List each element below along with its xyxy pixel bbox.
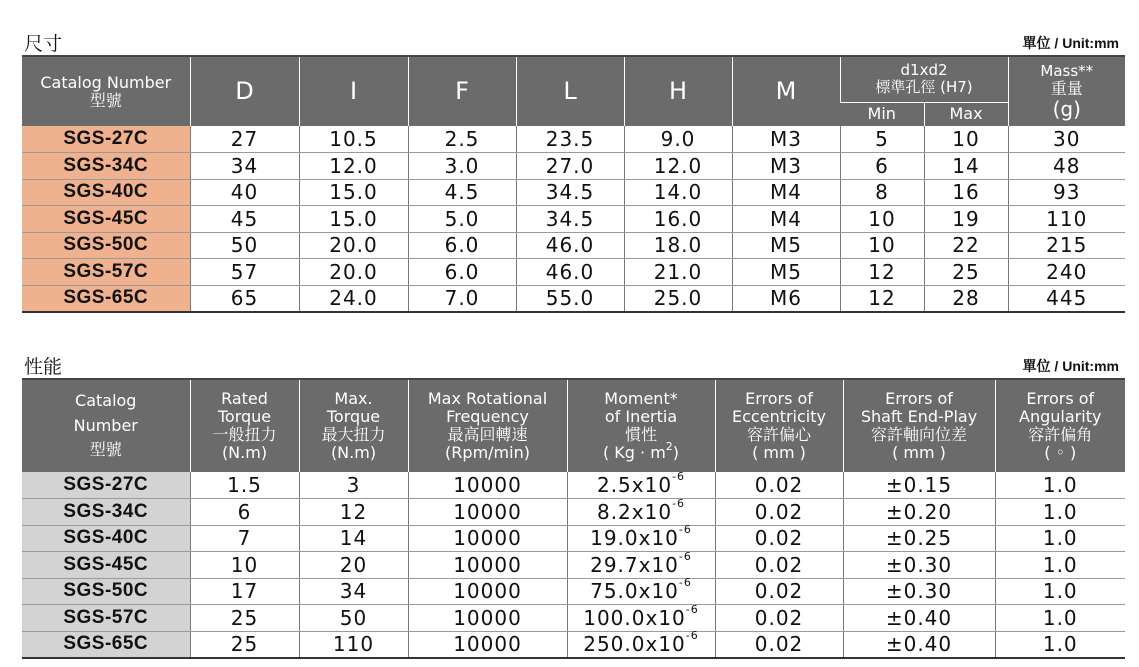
- cell-inertia: [567, 549, 715, 579]
- cell-mass: 93: [1008, 179, 1125, 206]
- cell-end: ±0.40: [843, 631, 995, 658]
- header-D: D: [190, 56, 299, 126]
- cell-rated: 7: [190, 525, 299, 552]
- cell-h: 21.0: [624, 259, 732, 286]
- cell-i: 20.0: [299, 232, 408, 259]
- cell-f: 2.5: [408, 126, 516, 153]
- header-eccentricity: [715, 379, 843, 472]
- rated-line3: 一般扭力: [212, 425, 277, 444]
- inertia-exponent: -6: [678, 523, 692, 537]
- inertia-mantissa: 75.0x10: [590, 579, 679, 604]
- header-I: I: [299, 56, 408, 126]
- cell-rated: 25: [190, 631, 299, 658]
- cell-end: ±0.25: [843, 525, 995, 552]
- cell-ang: 1.0: [995, 552, 1125, 579]
- table-row: [22, 605, 1125, 632]
- inertia-line1: Moment*: [604, 389, 678, 409]
- cell-i: 15.0: [299, 206, 408, 233]
- cell-f: 6.0: [408, 232, 516, 259]
- cell-rated: 17: [190, 578, 299, 605]
- dimensions-title: 尺寸: [24, 33, 63, 55]
- cell-d: 50: [190, 232, 299, 259]
- cell-d: 40: [190, 179, 299, 206]
- header-H: H: [624, 56, 732, 126]
- end-line4: ( mm ): [892, 442, 946, 462]
- cell-h: 25.0: [624, 285, 732, 312]
- catalog-number-cell: SGS-65C: [22, 285, 190, 312]
- cell-max: 14: [299, 525, 408, 552]
- cell-end: ±0.20: [843, 499, 995, 526]
- cell-end: ±0.30: [843, 552, 995, 579]
- cell-ang: 1.0: [995, 605, 1125, 632]
- max-torque-line2: Torque: [326, 407, 381, 427]
- cell-inertia: [567, 525, 715, 552]
- catalog-number-cell: SGS-50C: [22, 232, 190, 259]
- table-row: [22, 472, 1125, 499]
- inertia-unit-base: ( Kg · m: [602, 442, 666, 462]
- header-mass-en: Mass**: [1040, 61, 1094, 80]
- table-row: [22, 259, 1125, 286]
- cell-i: 15.0: [299, 179, 408, 206]
- inertia-exponent: -6: [678, 549, 692, 563]
- inertia-line3: 慣性: [624, 425, 657, 444]
- cell-mass: 240: [1008, 259, 1125, 286]
- cell-min: 10: [840, 206, 924, 233]
- table-row: [22, 525, 1125, 552]
- header-mass-unit: (g): [1052, 96, 1081, 121]
- cell-max: 12: [299, 499, 408, 526]
- end-line2: Shaft End-Play: [860, 407, 978, 427]
- cell-max: 110: [299, 631, 408, 658]
- table-row: [22, 285, 1125, 312]
- cell-ecc: 0.02: [715, 631, 843, 658]
- header-max: Max: [924, 102, 1008, 126]
- cell-mass: 48: [1008, 153, 1125, 180]
- dimensions-unit-label: 單位 / Unit:mm: [1022, 35, 1119, 51]
- catalog-number-cell: SGS-45C: [22, 552, 190, 579]
- inertia-exponent: -6: [678, 576, 692, 590]
- cell-i: 10.5: [299, 126, 408, 153]
- table-row: [22, 631, 1125, 658]
- table-row: [22, 153, 1125, 180]
- inertia-mantissa: 250.0x10: [583, 632, 686, 656]
- cell-max: 14: [924, 153, 1008, 180]
- header-angularity: [995, 379, 1125, 472]
- cell-h: 16.0: [624, 206, 732, 233]
- catalog-number-cell: SGS-27C: [22, 472, 190, 499]
- inertia-mantissa: 100.0x10: [583, 605, 686, 630]
- table-row: [22, 206, 1125, 233]
- table-row: [22, 552, 1125, 579]
- ecc-line2: Eccentricity: [732, 407, 826, 427]
- cell-l: 46.0: [516, 259, 624, 286]
- cell-m: M5: [732, 232, 840, 259]
- header-bore: [840, 56, 1008, 102]
- cell-ecc: 0.02: [715, 578, 843, 605]
- catalog-number-cell: SGS-40C: [22, 525, 190, 552]
- catalog-number-cell: SGS-57C: [22, 605, 190, 632]
- cell-m: M4: [732, 179, 840, 206]
- cell-m: M3: [732, 126, 840, 153]
- header-catalog-en: Catalog Number: [40, 72, 172, 92]
- cell-i: 20.0: [299, 259, 408, 286]
- header-max-torque: [299, 379, 408, 472]
- cell-freq: 10000: [408, 499, 567, 526]
- cell-h: 14.0: [624, 179, 732, 206]
- header-catalog-line1: Catalog: [75, 390, 137, 410]
- ecc-line3: 容許偏心: [746, 425, 811, 444]
- cell-max: 28: [924, 285, 1008, 312]
- inertia-exponent: -6: [672, 496, 686, 510]
- cell-mass: 445: [1008, 285, 1125, 312]
- table-row: [22, 126, 1125, 153]
- cell-ang: 1.0: [995, 525, 1125, 552]
- cell-max: 16: [924, 179, 1008, 206]
- cell-m: M6: [732, 285, 840, 312]
- end-line1: Errors of: [885, 389, 953, 409]
- cell-d: 45: [190, 206, 299, 233]
- cell-min: 8: [840, 179, 924, 206]
- ang-line3: 容許偏角: [1028, 425, 1093, 444]
- performance-table-body: [22, 472, 1125, 658]
- cell-inertia: [567, 496, 715, 526]
- cell-inertia: [567, 602, 715, 632]
- cell-l: 27.0: [516, 153, 624, 180]
- inertia-mantissa: 2.5x10: [596, 473, 673, 497]
- cell-freq: 10000: [408, 578, 567, 605]
- cell-mass: 30: [1008, 126, 1125, 153]
- cell-freq: 10000: [408, 605, 567, 632]
- cell-ang: 1.0: [995, 499, 1125, 526]
- cell-f: 6.0: [408, 259, 516, 286]
- performance-table: [22, 378, 1125, 659]
- cell-min: 5: [840, 126, 924, 153]
- cell-max: 22: [924, 232, 1008, 259]
- inertia-unit-exp: 2: [665, 439, 673, 453]
- cell-inertia: [567, 578, 715, 605]
- cell-m: M3: [732, 153, 840, 180]
- header-max-rotational-frequency: [408, 379, 567, 472]
- table-row: [22, 232, 1125, 259]
- header-M: M: [732, 56, 840, 126]
- catalog-number-cell: SGS-34C: [22, 499, 190, 526]
- cell-ecc: 0.02: [715, 605, 843, 632]
- cell-end: ±0.15: [843, 472, 995, 499]
- cell-ecc: 0.02: [715, 552, 843, 579]
- table-row: [22, 499, 1125, 526]
- cell-f: 3.0: [408, 153, 516, 180]
- cell-f: 4.5: [408, 179, 516, 206]
- cell-min: 10: [840, 232, 924, 259]
- freq-line4: (Rpm/min): [445, 442, 530, 462]
- freq-line1: Max Rotational: [427, 389, 548, 409]
- cell-d: 34: [190, 153, 299, 180]
- header-catalog-line2: Number: [73, 415, 138, 435]
- cell-h: 18.0: [624, 232, 732, 259]
- header-bore-en: d1xd2: [900, 61, 948, 80]
- cell-max: 3: [299, 472, 408, 499]
- dimensions-table: [22, 55, 1125, 313]
- cell-m: M5: [732, 259, 840, 286]
- freq-line3: 最高回轉速: [447, 425, 528, 444]
- catalog-number-cell: SGS-57C: [22, 259, 190, 286]
- cell-rated: 6: [190, 499, 299, 526]
- rated-line4: (N.m): [221, 442, 268, 462]
- header-catalog: [22, 379, 190, 472]
- cell-d: 57: [190, 259, 299, 286]
- ang-line1: Errors of: [1026, 389, 1095, 409]
- cell-i: 24.0: [299, 285, 408, 312]
- cell-l: 23.5: [516, 126, 624, 153]
- ecc-line1: Errors of: [745, 389, 813, 409]
- inertia-unit-close: ): [672, 442, 680, 462]
- inertia-line2: of Inertia: [604, 407, 678, 427]
- cell-rated: 1.5: [190, 472, 299, 499]
- cell-mass: 110: [1008, 206, 1125, 233]
- dimensions-table-body: [22, 126, 1125, 312]
- cell-f: 7.0: [408, 285, 516, 312]
- cell-max: 20: [299, 552, 408, 579]
- cell-end: ±0.40: [843, 605, 995, 632]
- header-catalog-zh: 型號: [89, 90, 122, 110]
- performance-title: 性能: [24, 356, 63, 378]
- ang-line2: Angularity: [1019, 407, 1102, 427]
- header-L: L: [516, 56, 624, 126]
- cell-ecc: 0.02: [715, 472, 843, 499]
- cell-d: 27: [190, 126, 299, 153]
- inertia-exponent: -6: [685, 602, 699, 616]
- cell-l: 34.5: [516, 206, 624, 233]
- cell-min: 12: [840, 259, 924, 286]
- cell-freq: 10000: [408, 631, 567, 658]
- cell-freq: 10000: [408, 552, 567, 579]
- catalog-number-cell: SGS-27C: [22, 126, 190, 153]
- cell-h: 9.0: [624, 126, 732, 153]
- cell-l: 34.5: [516, 179, 624, 206]
- cell-ang: 1.0: [995, 472, 1125, 499]
- header-shaft-end-play: [843, 379, 995, 472]
- cell-l: 46.0: [516, 232, 624, 259]
- cell-l: 55.0: [516, 285, 624, 312]
- freq-line2: Frequency: [446, 407, 529, 427]
- header-mass: [1008, 56, 1125, 126]
- cell-min: 12: [840, 285, 924, 312]
- cell-end: ±0.30: [843, 578, 995, 605]
- cell-min: 6: [840, 153, 924, 180]
- cell-freq: 10000: [408, 525, 567, 552]
- cell-d: 65: [190, 285, 299, 312]
- header-moment-of-inertia: [567, 379, 715, 472]
- max-torque-line3: 最大扭力: [321, 425, 386, 444]
- cell-inertia: [567, 631, 715, 658]
- cell-max: 34: [299, 578, 408, 605]
- catalog-number-cell: SGS-65C: [22, 631, 190, 658]
- inertia-mantissa: 19.0x10: [590, 526, 679, 551]
- max-torque-line1: Max.: [334, 389, 373, 409]
- header-mass-zh: 重量: [1050, 78, 1083, 98]
- cell-max: 10: [924, 126, 1008, 153]
- header-bore-zh: 標準孔徑 (H7): [875, 78, 973, 97]
- cell-ecc: 0.02: [715, 499, 843, 526]
- cell-ang: 1.0: [995, 631, 1125, 658]
- inertia-line4: [568, 439, 715, 462]
- cell-ang: 1.0: [995, 578, 1125, 605]
- performance-unit-label: 單位 / Unit:mm: [1022, 358, 1119, 374]
- catalog-number-cell: SGS-34C: [22, 153, 190, 180]
- catalog-number-cell: SGS-45C: [22, 206, 190, 233]
- ecc-line4: ( mm ): [752, 442, 806, 462]
- inertia-mantissa: 29.7x10: [590, 552, 679, 577]
- rated-line2: Torque: [217, 407, 272, 427]
- header-catalog-line3: 型號: [89, 440, 122, 460]
- cell-m: M4: [732, 206, 840, 233]
- cell-rated: 10: [190, 552, 299, 579]
- cell-rated: 25: [190, 605, 299, 632]
- inertia-exponent: -6: [685, 629, 699, 642]
- catalog-number-cell: SGS-40C: [22, 179, 190, 206]
- cell-freq: 10000: [408, 472, 567, 499]
- cell-max: 19: [924, 206, 1008, 233]
- inertia-mantissa: 8.2x10: [596, 499, 673, 524]
- end-line3: 容許軸向位差: [870, 425, 967, 444]
- cell-mass: 215: [1008, 232, 1125, 259]
- cell-inertia: [567, 472, 715, 499]
- inertia-exponent: -6: [672, 470, 686, 483]
- cell-max: 25: [924, 259, 1008, 286]
- catalog-number-cell: SGS-50C: [22, 578, 190, 605]
- header-F: F: [408, 56, 516, 126]
- header-rated-torque: [190, 379, 299, 472]
- rated-line1: Rated: [221, 389, 268, 409]
- cell-f: 5.0: [408, 206, 516, 233]
- max-torque-line4: (N.m): [330, 442, 377, 462]
- table-row: [22, 179, 1125, 206]
- cell-max: 50: [299, 605, 408, 632]
- header-catalog-number: [22, 56, 190, 126]
- table-row: [22, 578, 1125, 605]
- cell-i: 12.0: [299, 153, 408, 180]
- header-min: Min: [840, 102, 924, 126]
- cell-ecc: 0.02: [715, 525, 843, 552]
- ang-line4: ( ◦ ): [1044, 442, 1077, 462]
- cell-h: 12.0: [624, 153, 732, 180]
